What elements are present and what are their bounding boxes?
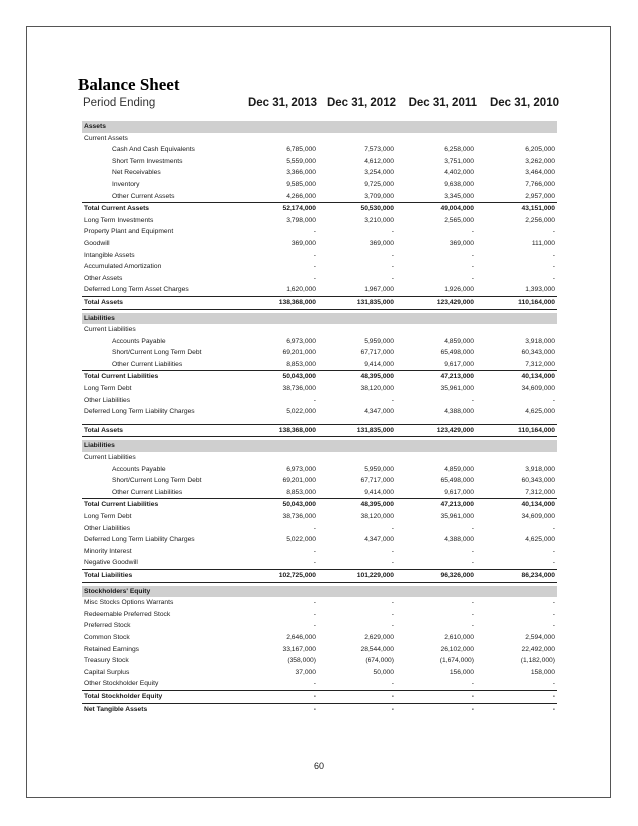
cell-value: 40,134,000 (521, 501, 555, 509)
cell-value: - (552, 396, 555, 404)
cell-value: 3,918,000 (525, 465, 555, 473)
table-row (82, 464, 557, 476)
cell-value: 48,395,000 (360, 501, 394, 509)
cell-value: 131,835,000 (356, 426, 394, 434)
table-row (82, 452, 557, 464)
row-label: Inventory (112, 180, 140, 188)
table-row (82, 704, 557, 716)
row-label: Deferred Long Term Liability Charges (84, 536, 195, 544)
cell-value: 67,717,000 (360, 477, 394, 485)
cell-value: 50,043,000 (282, 373, 316, 381)
row-label: Total Liabilities (84, 571, 133, 579)
cell-value: 34,609,000 (521, 513, 555, 520)
cell-value: - (552, 274, 555, 282)
row-label: Total Current Assets (84, 205, 150, 213)
cell-value: 158,000 (530, 668, 555, 676)
row-label: Short/Current Long Term Debt (112, 349, 202, 357)
cell-value: 4,388,000 (444, 408, 474, 416)
cell-value: 7,312,000 (525, 360, 555, 368)
cell-value: - (471, 610, 474, 618)
cell-value: - (471, 599, 474, 607)
cell-value: 4,266,000 (286, 192, 316, 200)
cell-value: 8,853,000 (286, 360, 316, 368)
cell-value: 156,000 (449, 668, 474, 676)
table-row (82, 546, 557, 558)
cell-value: - (552, 524, 555, 532)
table-row (82, 487, 557, 499)
cell-value: - (313, 263, 316, 271)
cell-value: 3,798,000 (286, 216, 316, 224)
row-label: Long Term Debt (84, 513, 132, 520)
cell-value: 4,859,000 (444, 465, 474, 473)
cell-value: 110,164,000 (518, 426, 555, 434)
cell-value: - (552, 692, 555, 700)
cell-value: 3,345,000 (444, 192, 474, 200)
cell-value: - (471, 228, 474, 236)
cell-value: 102,725,000 (278, 571, 316, 579)
cell-value: 9,617,000 (444, 360, 474, 368)
cell-value: 3,254,000 (364, 169, 394, 177)
cell-value: 38,736,000 (282, 385, 316, 393)
cell-value: 1,967,000 (364, 286, 394, 294)
cell-value: 96,326,000 (440, 571, 474, 579)
table-row (82, 475, 557, 487)
table-row (82, 273, 557, 285)
cell-value: 6,785,000 (286, 146, 316, 154)
cell-value: 111,000 (531, 239, 555, 247)
cell-value: 69,201,000 (282, 349, 316, 357)
cell-value: 2,565,000 (444, 216, 474, 224)
cell-value: - (313, 599, 316, 607)
row-label: Stockholders' Equity (84, 587, 151, 595)
document-title: Balance Sheet (78, 75, 180, 94)
cell-value: - (391, 228, 394, 236)
row-label: Total Current Liabilities (84, 501, 159, 509)
cell-value: 4,402,000 (444, 169, 474, 177)
table-row (82, 156, 557, 168)
table-row (82, 167, 557, 179)
cell-value: - (552, 599, 555, 607)
table-row (82, 191, 557, 203)
cell-value: 1,393,000 (525, 286, 555, 294)
cell-value: 38,120,000 (360, 513, 394, 520)
cell-value: 110,164,000 (518, 298, 555, 306)
cell-value: 26,102,000 (440, 645, 474, 653)
cell-value: 6,205,000 (525, 146, 555, 154)
cell-value: - (552, 263, 555, 271)
cell-value: 60,343,000 (521, 349, 555, 357)
cell-value: - (552, 705, 555, 713)
cell-value: - (391, 524, 394, 532)
cell-value: 65,498,000 (440, 477, 474, 485)
cell-value: - (313, 524, 316, 532)
row-label: Preferred Stock (84, 622, 131, 630)
cell-value: - (552, 622, 555, 630)
table-row (82, 383, 557, 395)
cell-value: 8,853,000 (286, 488, 316, 496)
cell-value: 123,429,000 (436, 298, 474, 306)
cell-value: - (391, 263, 394, 271)
cell-value: - (313, 680, 316, 688)
cell-value: 50,000 (373, 668, 394, 676)
cell-value: 3,918,000 (525, 337, 555, 345)
cell-value: (1,674,000) (439, 657, 474, 665)
cell-value: 4,859,000 (444, 337, 474, 345)
cell-value: 7,573,000 (364, 146, 394, 154)
cell-value: - (552, 228, 555, 236)
cell-value: - (471, 705, 474, 713)
cell-value: 69,201,000 (282, 477, 316, 485)
cell-value: 2,610,000 (444, 633, 474, 641)
cell-value: - (471, 263, 474, 271)
cell-value: 2,629,000 (364, 633, 394, 641)
row-label: Total Stockholder Equity (84, 692, 163, 700)
table-row (82, 296, 557, 310)
table-row (82, 498, 557, 511)
cell-value: (358,000) (287, 657, 316, 665)
cell-value: - (313, 274, 316, 282)
row-label: Cash And Cash Equivalents (112, 146, 195, 154)
cell-value: 35,961,000 (440, 385, 474, 393)
row-label: Common Stock (84, 633, 130, 641)
cell-value: - (471, 251, 474, 259)
cell-value: - (391, 547, 394, 555)
year-header-2013: Dec 31, 2013 (247, 97, 317, 109)
cell-value: 28,544,000 (360, 645, 394, 653)
cell-value: - (391, 622, 394, 630)
cell-value: 35,961,000 (440, 513, 474, 520)
row-label: Accounts Payable (112, 465, 166, 473)
cell-value: - (313, 622, 316, 630)
row-label: Other Liabilities (84, 524, 131, 532)
row-label: Short/Current Long Term Debt (112, 477, 202, 485)
cell-value: 86,234,000 (521, 571, 555, 579)
row-label: Intangible Assets (84, 251, 135, 259)
table-row (82, 511, 557, 523)
cell-value: 1,620,000 (286, 286, 316, 294)
row-label: Misc Stocks Options Warrants (84, 599, 174, 607)
row-label: Current Liabilities (84, 326, 136, 334)
cell-value: 2,957,000 (525, 192, 555, 200)
cell-value: 369,000 (291, 239, 316, 247)
row-label: Accounts Payable (112, 337, 166, 345)
row-label: Other Current Assets (112, 192, 175, 200)
cell-value: 5,022,000 (286, 408, 316, 416)
row-label: Total Assets (84, 298, 124, 306)
row-label: Liabilities (84, 442, 115, 450)
cell-value: - (471, 547, 474, 555)
cell-value: 3,262,000 (525, 157, 555, 165)
cell-value: 4,347,000 (364, 536, 394, 544)
cell-value: 38,120,000 (360, 385, 394, 393)
cell-value: 4,625,000 (525, 536, 555, 544)
row-label: Current Liabilities (84, 454, 136, 462)
cell-value: - (552, 559, 555, 567)
balance-sheet-table (82, 121, 557, 715)
table-row (82, 226, 557, 238)
row-label: Minority Interest (84, 547, 132, 555)
cell-value: 9,414,000 (364, 488, 394, 496)
year-header-2011: Dec 31, 2011 (408, 97, 477, 109)
section-header-row (82, 121, 557, 133)
cell-value: - (313, 692, 316, 700)
cell-value: 52,174,000 (282, 205, 316, 213)
cell-value: - (391, 692, 394, 700)
row-label: Goodwill (84, 239, 110, 247)
row-label: Long Term Debt (84, 385, 132, 393)
table-row (82, 523, 557, 535)
cell-value: 47,213,000 (440, 501, 474, 509)
cell-value: 60,343,000 (521, 477, 555, 485)
cell-value: 4,625,000 (525, 408, 555, 416)
cell-value: 138,368,000 (278, 426, 316, 434)
row-label: Negative Goodwill (84, 559, 138, 567)
table-row (82, 632, 557, 644)
table-row (82, 215, 557, 227)
row-label: Other Assets (84, 274, 123, 282)
cell-value: 9,585,000 (286, 180, 316, 188)
cell-value: - (471, 396, 474, 404)
cell-value: - (391, 274, 394, 282)
cell-value: 33,167,000 (282, 645, 316, 653)
cell-value: - (471, 622, 474, 630)
row-label: Deferred Long Term Asset Charges (84, 286, 189, 294)
section-header-row (82, 440, 557, 452)
cell-value: 65,498,000 (440, 349, 474, 357)
table-row (82, 557, 557, 569)
row-label: Assets (84, 123, 106, 130)
table-row (82, 284, 557, 296)
table-row (82, 179, 557, 191)
cell-value: - (471, 559, 474, 567)
cell-value: - (313, 610, 316, 618)
row-label: Other Current Liabilities (112, 360, 183, 368)
cell-value: 1,926,000 (444, 286, 474, 294)
page-number: 60 (313, 761, 324, 771)
cell-value: 9,725,000 (364, 180, 394, 188)
cell-value: - (313, 559, 316, 567)
cell-value: 4,612,000 (364, 157, 394, 165)
column-header (83, 97, 560, 113)
table-row (82, 202, 557, 215)
table-row (82, 250, 557, 262)
cell-value: 43,151,000 (521, 205, 555, 213)
table-row (82, 424, 557, 438)
cell-value: 2,594,000 (525, 633, 555, 641)
cell-value: 9,414,000 (364, 360, 394, 368)
year-header-2010: Dec 31, 2010 (489, 97, 559, 109)
cell-value: 22,492,000 (521, 645, 555, 653)
table-row (82, 336, 557, 348)
table-row (82, 655, 557, 667)
row-label: Long Term Investments (84, 216, 154, 224)
cell-value: 3,751,000 (444, 157, 474, 165)
row-label: Deferred Long Term Liability Charges (84, 408, 195, 416)
cell-value: 3,366,000 (286, 169, 316, 177)
table-row (82, 609, 557, 621)
cell-value: - (552, 251, 555, 259)
row-label: Treasury Stock (84, 657, 129, 665)
cell-value: - (471, 680, 474, 688)
cell-value: (1,182,000) (520, 657, 555, 665)
row-label: Other Stockholder Equity (84, 680, 159, 688)
cell-value: 6,258,000 (444, 146, 474, 154)
cell-value: 3,464,000 (525, 169, 555, 177)
table-row (82, 667, 557, 679)
cell-value: - (313, 547, 316, 555)
cell-value: 7,766,000 (525, 180, 555, 188)
cell-value: - (391, 680, 394, 688)
cell-value: 123,429,000 (436, 426, 474, 434)
cell-value: 50,043,000 (282, 501, 316, 509)
year-header-2012: Dec 31, 2012 (326, 97, 396, 109)
row-label: Capital Surplus (84, 668, 130, 676)
cell-value: - (391, 396, 394, 404)
cell-value: 5,022,000 (286, 536, 316, 544)
table-row (82, 620, 557, 632)
row-label: Property Plant and Equipment (84, 228, 174, 236)
cell-value: - (313, 251, 316, 259)
cell-value: - (391, 705, 394, 713)
table-row (82, 261, 557, 273)
cell-value: 37,000 (295, 668, 316, 676)
cell-value: - (391, 599, 394, 607)
cell-value: 5,959,000 (364, 337, 394, 345)
table-row (82, 569, 557, 583)
cell-value: 4,347,000 (364, 408, 394, 416)
table-row (82, 133, 557, 145)
cell-value: 7,312,000 (525, 488, 555, 496)
row-label: Net Receivables (112, 169, 161, 177)
row-label: Total Current Liabilities (84, 373, 159, 381)
row-label: Short Term Investments (112, 157, 183, 165)
cell-value: 131,835,000 (356, 298, 394, 306)
row-label: Retained Earnings (84, 645, 140, 653)
row-label: Redeemable Preferred Stock (84, 610, 171, 618)
cell-value: 40,134,000 (521, 373, 555, 381)
cell-value: 9,638,000 (444, 180, 474, 188)
cell-value: 34,609,000 (521, 385, 555, 393)
cell-value: 369,000 (369, 239, 394, 247)
cell-value: 6,973,000 (286, 465, 316, 473)
cell-value: - (471, 274, 474, 282)
cell-value: 49,004,000 (440, 205, 474, 213)
cell-value: - (552, 610, 555, 618)
row-label: Current Assets (84, 134, 128, 142)
table-row (82, 144, 557, 156)
table-row (82, 678, 557, 690)
cell-value: - (471, 524, 474, 532)
cell-value: (674,000) (365, 657, 394, 665)
cell-value: - (313, 705, 316, 713)
row-label: Other Current Liabilities (112, 488, 183, 496)
row-label: Liabilities (84, 314, 115, 322)
table-row (82, 324, 557, 336)
cell-value: 38,736,000 (282, 513, 316, 520)
table-row (82, 347, 557, 359)
cell-value: - (552, 547, 555, 555)
cell-value: 138,368,000 (278, 298, 316, 306)
row-label: Net Tangible Assets (84, 705, 148, 713)
cell-value: - (391, 559, 394, 567)
table-row (82, 395, 557, 407)
table-row (82, 644, 557, 656)
table-row (82, 597, 557, 609)
cell-value: - (313, 228, 316, 236)
cell-value: - (391, 610, 394, 618)
cell-value: 3,709,000 (364, 192, 394, 200)
cell-value: 4,388,000 (444, 536, 474, 544)
table-row (82, 406, 557, 418)
cell-value: 47,213,000 (440, 373, 474, 381)
cell-value: - (471, 692, 474, 700)
row-label: Accumulated Amortization (84, 263, 162, 271)
cell-value: 6,973,000 (286, 337, 316, 345)
cell-value: - (313, 396, 316, 404)
table-row (82, 370, 557, 383)
cell-value: 2,256,000 (525, 216, 555, 224)
cell-value: 101,229,000 (356, 571, 394, 579)
cell-value: 5,559,000 (286, 157, 316, 165)
row-label: Total Assets (84, 426, 124, 434)
cell-value: - (552, 680, 555, 688)
period-ending-label: Period Ending (83, 97, 156, 109)
cell-value: 50,530,000 (360, 205, 394, 213)
section-header-row (82, 586, 557, 598)
cell-value: 48,395,000 (360, 373, 394, 381)
table-row (82, 690, 557, 704)
cell-value: 9,617,000 (444, 488, 474, 496)
cell-value: 2,646,000 (286, 633, 316, 641)
cell-value: 369,000 (449, 239, 474, 247)
row-label: Other Liabilities (84, 396, 131, 404)
cell-value: 3,210,000 (364, 216, 394, 224)
table-row (82, 534, 557, 546)
table-row (82, 238, 557, 250)
cell-value: 5,959,000 (364, 465, 394, 473)
cell-value: - (391, 251, 394, 259)
cell-value: 67,717,000 (360, 349, 394, 357)
table-row (82, 359, 557, 371)
section-header-row (82, 313, 557, 325)
